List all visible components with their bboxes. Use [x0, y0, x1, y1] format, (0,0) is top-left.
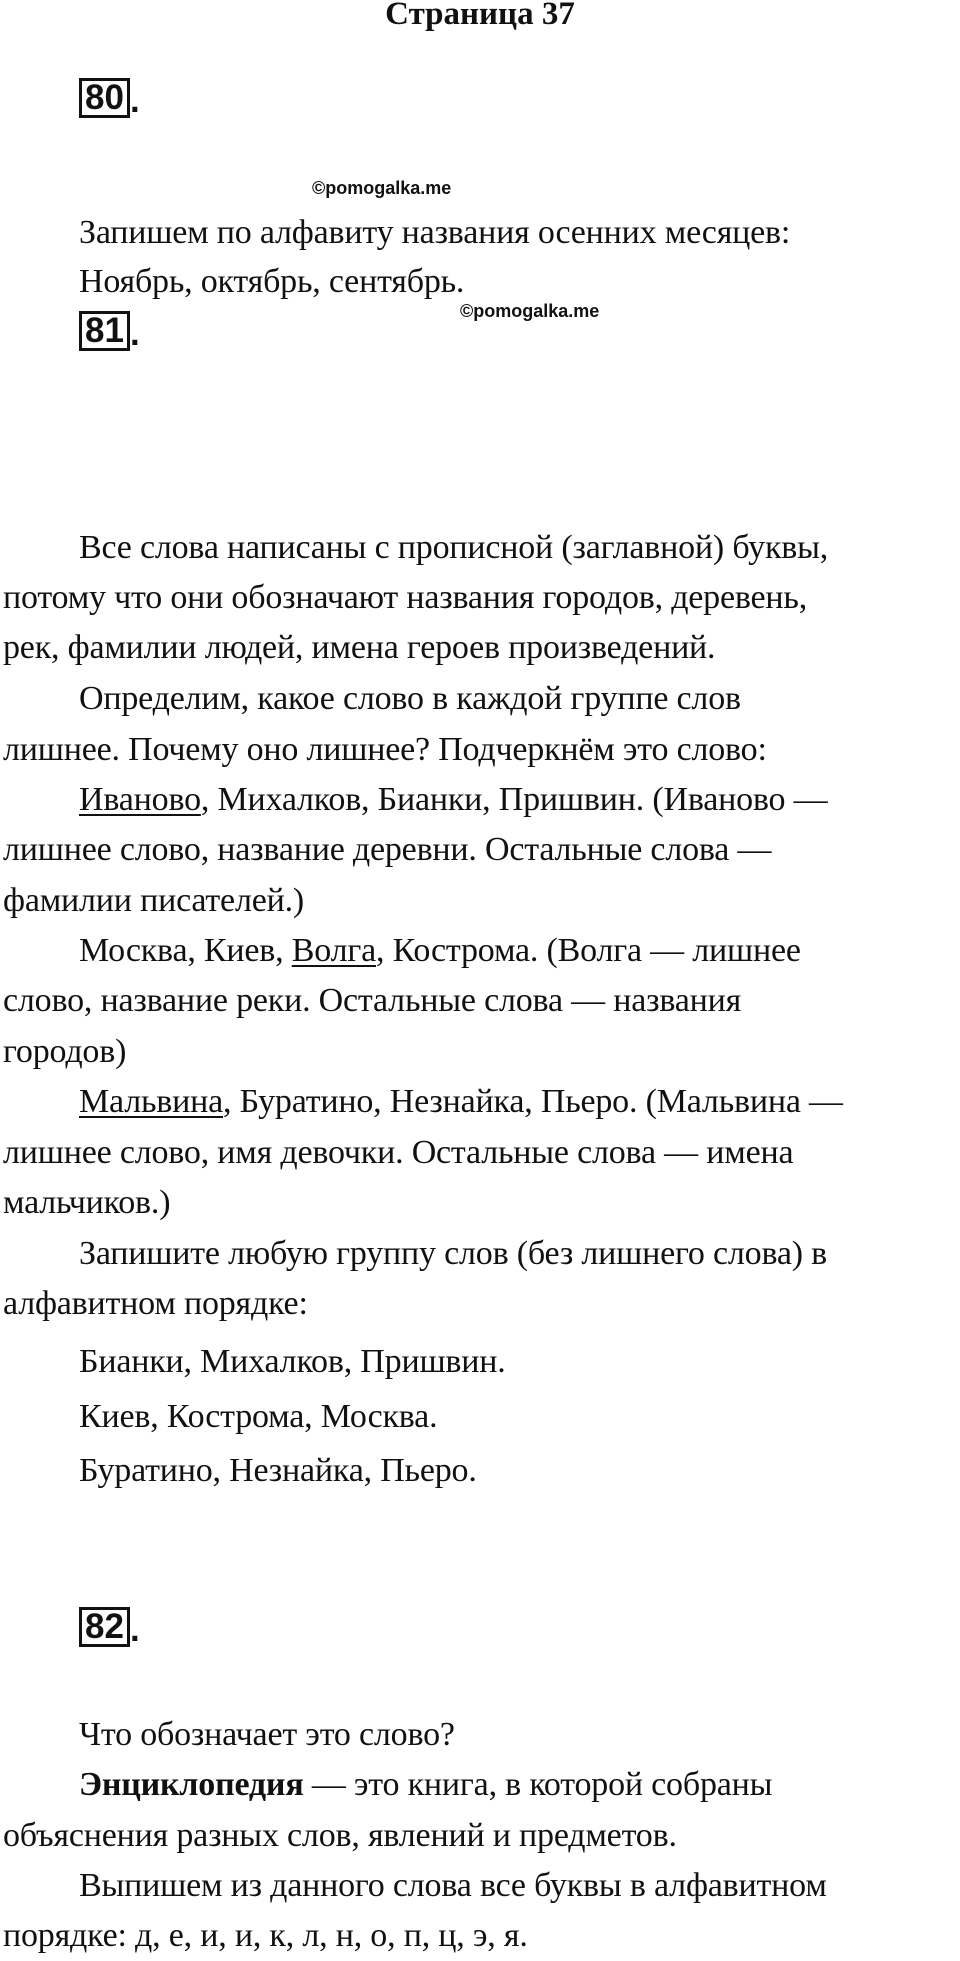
defined-term: Энциклопедия	[79, 1766, 304, 1803]
answer-line: Бианки, Михалков, Пришвин.	[79, 1343, 506, 1380]
task81-line: городов)	[3, 1033, 127, 1070]
task81-line: Все слова написаны с прописной (заглавной) буквы,	[79, 529, 829, 566]
task81-line: рек, фамилии людей, имена героев произведений.	[3, 629, 716, 666]
task82-line: порядке: д, е, и, и, к, л, н, о, п, ц, э, я.	[3, 1917, 528, 1954]
underlined-word: Волга	[291, 932, 376, 969]
task81-line: лишнее. Почему оно лишнее? Подчеркнём это слово:	[3, 731, 767, 768]
task82-line: Выпишем из данного слова все буквы в алфавитном	[79, 1867, 827, 1904]
task81-line: Запишите любую группу слов (без лишнего слова) в	[79, 1235, 828, 1272]
task82-definition: Энциклопедия — это книга, в которой собраны	[79, 1766, 773, 1803]
task-number-box: 80	[79, 78, 130, 118]
watermark: ©pomogalka.me	[460, 301, 600, 321]
task82-line: объяснения разных слов, явлений и предметов.	[3, 1817, 677, 1854]
task81-group-1: Иваново, Михалков, Бианки, Пришвин. (Иваново —	[79, 781, 828, 818]
task81-line: алфавитном порядке:	[3, 1285, 308, 1322]
watermark: ©pomogalka.me	[312, 178, 452, 198]
underlined-word: Иваново	[79, 781, 201, 818]
answer-line: Буратино, Незнайка, Пьеро.	[79, 1452, 477, 1489]
page-title: Страница 37	[385, 0, 575, 32]
task-number-box: 81	[79, 311, 130, 351]
task80-line: Запишем по алфавиту названия осенних месяцев:	[79, 214, 791, 251]
task81-line: фамилии писателей.)	[3, 882, 305, 919]
task81-group-3: Мальвина, Буратино, Незнайка, Пьеро. (Мальвина —	[79, 1083, 843, 1120]
answer-line: Киев, Кострома, Москва.	[79, 1398, 438, 1435]
task81-line: лишнее слово, имя девочки. Остальные слова — имена	[3, 1134, 794, 1171]
task-number-81: 81 .	[79, 313, 140, 351]
task81-line: лишнее слово, название деревни. Остальные слова —	[3, 831, 772, 868]
task81-group-2: Москва, Киев, Волга, Кострома. (Волга — лишнее	[79, 932, 801, 969]
task-number-box: 82	[79, 1607, 130, 1647]
task81-line: Определим, какое слово в каждой группе слов	[79, 680, 741, 717]
task81-line: слово, название реки. Остальные слова — названия	[3, 982, 742, 1019]
task81-line: потому что они обозначают названия городов, деревень,	[3, 579, 808, 616]
task-number-82: 82 .	[79, 1609, 140, 1647]
task-number-80: 80 .	[79, 80, 140, 118]
task80-line: Ноябрь, октябрь, сентябрь.	[79, 263, 465, 300]
task82-question: Что обозначает это слово?	[79, 1716, 455, 1753]
underlined-word: Мальвина	[79, 1083, 224, 1120]
task81-line: мальчиков.)	[3, 1184, 171, 1221]
